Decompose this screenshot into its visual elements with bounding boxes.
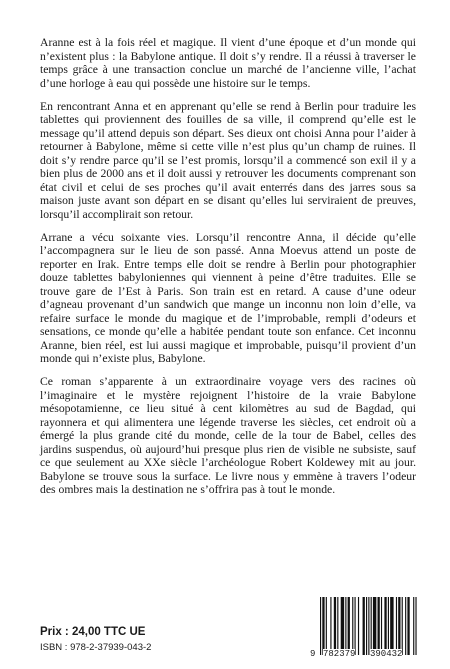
barcode [310, 597, 420, 659]
blurb-paragraph-1: Aranne est à la fois réel et magique. Il vient d’une époque et d’un monde qui n’existent plus : la Babylone antique. Il doit s’y rendre. Il a réussi à traverser le temps grâce à une transaction conclue un marché de l’ancienne ville, l’achat d’une horloge à eau qui possède une histoire sur le temps. [40, 36, 416, 90]
barcode-digits-right: 390432 [370, 649, 403, 659]
blurb-paragraph-2: En rencontrant Anna et en apprenant qu’elle se rend à Berlin pour traduire les tablettes qui proviennent des fouilles de sa ville, il comprend qu’elle est le message qu’il attend depuis son départ. Ses dieux ont choisi Anna pour l’aider à retourner à Babylone, même si cette ville n’est plus qu’un champ de ruines. Il doit s’y rendre parce qu’il se l’est promis, lorsqu’il a commencé son exil il y a bien plus de 2000 ans et il doit aussi y retrouver les documents comprenant son état civil et celui de ses proches qu’il avait enterrés dans des jarres sous sa maison juste avant son départ en se disant qu’elles lui serviraient de preuves, lorsqu’il accomplirait son retour. [40, 99, 416, 221]
barcode-digits-left: 782379 [323, 649, 356, 659]
blurb-text [40, 36, 416, 506]
blurb-paragraph-3: Arrane a vécu soixante vies. Lorsqu’il rencontre Anna, il décide qu’elle l’accompagnera sur le lieu de son passé. Anna Moevus attend un poste de reporter en Irak. Entre temps elle doit se rendre à Berlin pour photographier douze tablettes babyloniennes qui viennent à peine d’être traduites. Elle se trouve gare de l’Est à Paris. Son train est en retard. A cause d’une odeur d’agneau provenant d’un sandwich que mange un inconnu non loin d’elle, va refaire surface le monde du magique et de l’improbable, rempli d’odeurs et sensations, ce monde qu’elle a habitée pendant toute son enfance. Cet inconnu Aranne, bien réel, est lui aussi magique et improbable, puisqu’il provient d’un monde qui n’existe plus, Babylone. [40, 230, 416, 365]
price-label: Prix : 24,00 TTC UE [40, 626, 146, 638]
barcode-bars [310, 597, 420, 657]
blurb-paragraph-4: Ce roman s’apparente à un extraordinaire voyage vers des racines où l’imaginaire et le mystère rejoignent l’histoire de la vraie Babylone mésopotamienne, ce lieu situé à cent kilomètres au sud de Bagdad, qui rayonnera et qui alimentera une légende traverse les siècles, cet endroit où a émergé la plus grande cité du monde, celle de la tour de Babel, celles des jardins suspendus, où aujourd’hui presque plus rien de visible ne subsiste, sauf ce que seulement au XXe siècle l’archéologue Robert Koldewey mit au jour. Babylone se trouve sous la surface. Le livre nous y emmène à travers l’odeur des ombres mais la destination ne s’offrira pas à tout le monde. [40, 375, 416, 496]
barcode-digit-first: 9 [310, 649, 316, 659]
isbn-label: ISBN : 978-2-37939-043-2 [40, 642, 152, 653]
